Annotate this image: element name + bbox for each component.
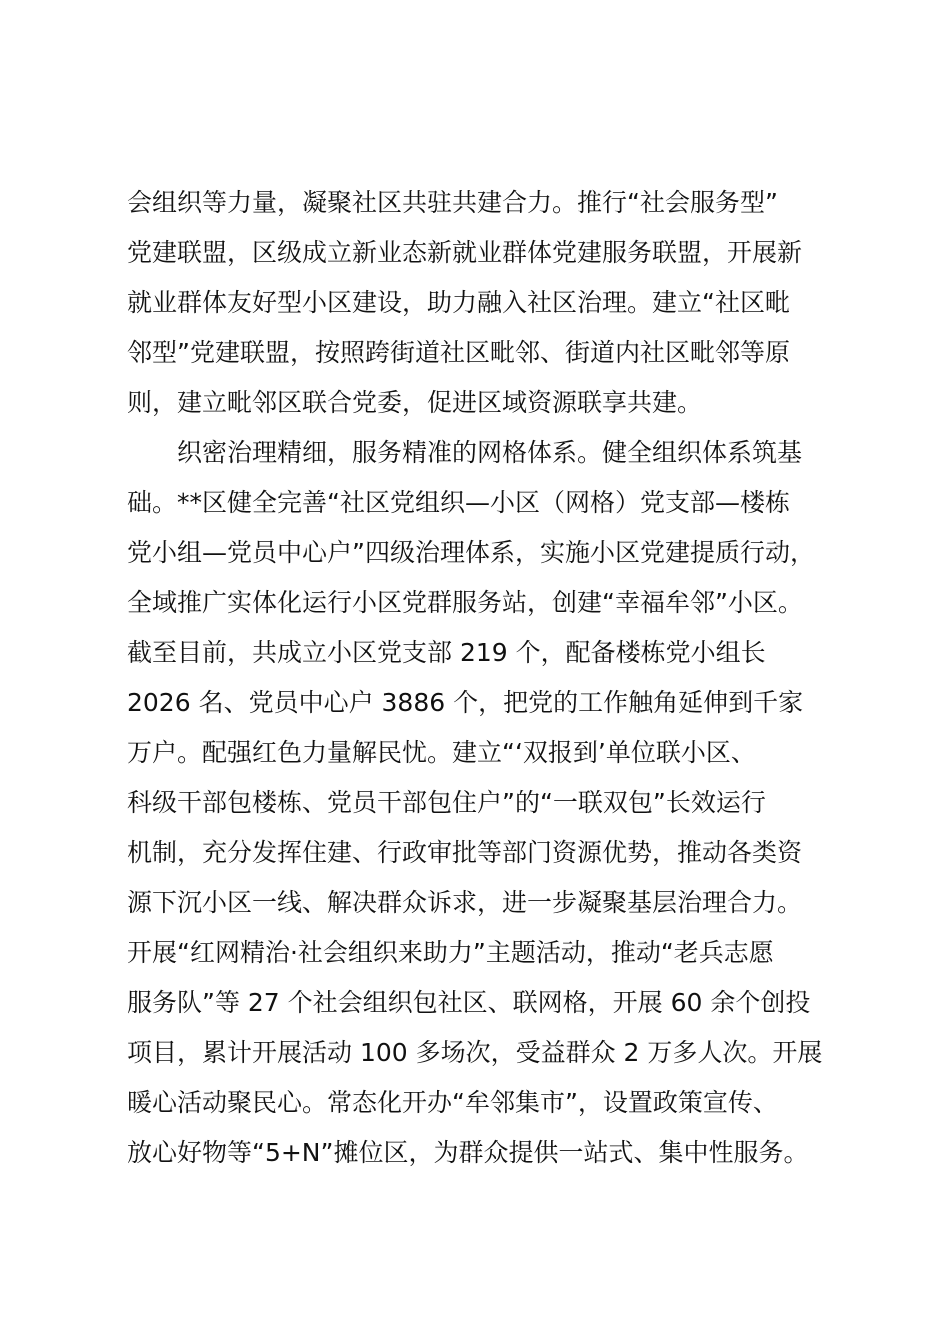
text-line: 项目，累计开展活动 100 多场次，受益群众 2 万多人次。开展 [127,1038,823,1067]
text-line: 织密治理精细，服务精准的网格体系。健全组织体系筑基 [127,438,803,467]
text-line: 础。**区健全完善“社区党组织—小区（网格）党支部—楼栋 [127,488,790,517]
text-line: 暖心活动聚民心。常态化开办“牟邻集市”，设置政策宣传、 [127,1088,778,1117]
text-line: 2026 名、党员中心户 3886 个，把党的工作触角延伸到千家 [127,688,804,717]
text-line: 全域推广实体化运行小区党群服务站，创建“幸福牟邻”小区。 [127,588,803,617]
body-text [127,178,847,1178]
text-line: 会组织等力量，凝聚社区共驻共建合力。推行“社会服务型” [127,188,778,217]
text-line: 邻型”党建联盟，按照跨街道社区毗邻、街道内社区毗邻等原 [127,338,790,367]
text-line: 党建联盟，区级成立新业态新就业群体党建服务联盟，开展新 [127,238,803,267]
text-line: 截至目前，共成立小区党支部 219 个，配备楼栋党小组长 [127,638,766,667]
text-line: 科级干部包楼栋、党员干部包住户”的“一联双包”长效运行 [127,788,766,817]
text-line: 开展“红网精治·社会组织来助力”主题活动，推动“老兵志愿 [127,938,774,967]
text-line: 源下沉小区一线、解决群众诉求，进一步凝聚基层治理合力。 [127,888,803,917]
text-line: 则，建立毗邻区联合党委，促进区域资源联享共建。 [127,388,703,417]
text-line: 放心好物等“5+N”摊位区，为群众提供一站式、集中性服务。 [127,1138,809,1167]
text-line: 服务队”等 27 个社会组织包社区、联网格，开展 60 余个创投 [127,988,811,1017]
text-line: 就业群体友好型小区建设，助力融入社区治理。建立“社区毗 [127,288,790,317]
text-line: 党小组—党员中心户”四级治理体系，实施小区党建提质行动， [127,538,815,567]
text-line: 机制，充分发挥住建、行政审批等部门资源优势，推动各类资 [127,838,803,867]
text-line: 万户。配强红色力量解民忧。建立“‘双报到’单位联小区、 [127,738,756,767]
